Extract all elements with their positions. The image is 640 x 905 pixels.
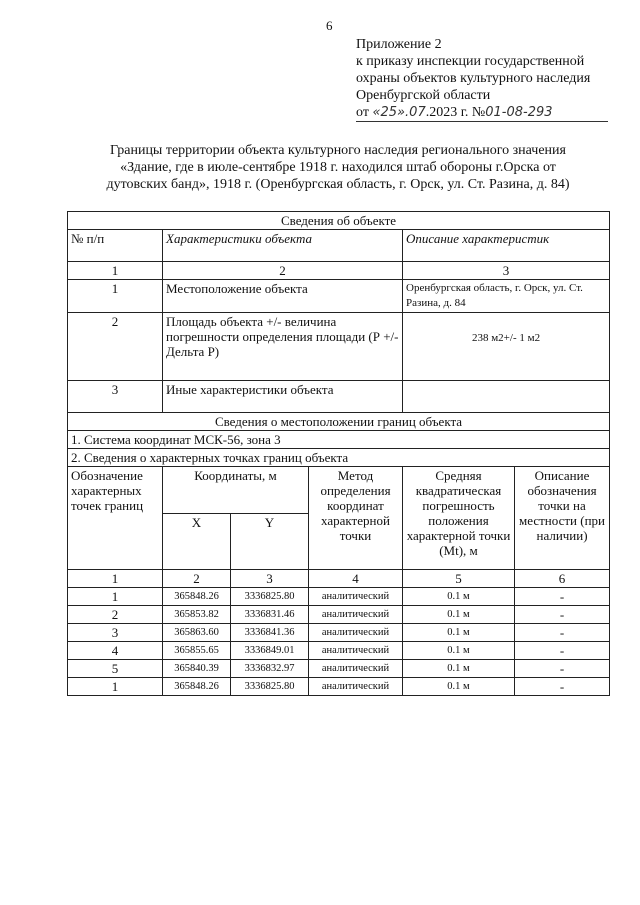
table-row <box>68 606 610 624</box>
order-date-line <box>356 104 608 122</box>
point-error: 0.1 м <box>403 588 515 606</box>
point-id: 3 <box>68 624 163 642</box>
point-y: 3336831.46 <box>231 606 309 624</box>
header-x: X <box>163 514 231 570</box>
header-designation: Обозначение характерных точек границ <box>68 467 163 570</box>
row-characteristic: Площадь объекта +/- величина погрешности определения площади (Р +/- Дельта Р) <box>163 313 403 381</box>
row-description <box>403 381 610 413</box>
point-id: 2 <box>68 606 163 624</box>
point-x: 365848.26 <box>163 678 231 696</box>
document-title <box>68 142 608 193</box>
col-number: 5 <box>403 570 515 588</box>
point-method: аналитический <box>309 588 403 606</box>
header-y: Y <box>231 514 309 570</box>
handwritten-day: «25». <box>372 105 410 120</box>
table-row <box>68 660 610 678</box>
header-description: Описание характеристик <box>403 230 610 262</box>
points-section-title: 2. Сведения о характерных точках границ объекта <box>68 449 610 467</box>
point-error: 0.1 м <box>403 642 515 660</box>
title-line: Границы территории объекта культурного наследия регионального значения <box>110 143 566 158</box>
title-line: дутовских банд», 1918 г. (Оренбургская область, г. Орск, ул. Ст. Разина, д. 84) <box>106 177 570 192</box>
coordinate-system: 1. Система координат МСК-56, зона 3 <box>68 431 610 449</box>
point-x: 365863.60 <box>163 624 231 642</box>
table-row <box>68 642 610 660</box>
header-point-description: Описание обозначения точки на местности (при наличии) <box>515 467 610 570</box>
point-error: 0.1 м <box>403 624 515 642</box>
title-line: «Здание, где в июле-сентябре 1918 г. находился штаб обороны г.Орска от <box>120 160 556 175</box>
header-characteristics: Характеристики объекта <box>163 230 403 262</box>
point-y: 3336849.01 <box>231 642 309 660</box>
col-number: 1 <box>68 262 163 280</box>
header-coordinates: Координаты, м <box>163 467 309 514</box>
col-number: 2 <box>163 262 403 280</box>
location-section-title: Сведения о местоположении границ объекта <box>68 413 610 431</box>
table-row <box>68 624 610 642</box>
appendix-header <box>356 36 608 122</box>
point-x: 365840.39 <box>163 660 231 678</box>
header-error: Средняя квадратическая погрешность положения характерной точки (Mt), м <box>403 467 515 570</box>
point-x: 365855.65 <box>163 642 231 660</box>
handwritten-order-number: 01-08-293 <box>485 105 553 120</box>
point-description: - <box>515 678 610 696</box>
col-number: 2 <box>163 570 231 588</box>
col-number: 1 <box>68 570 163 588</box>
point-method: аналитический <box>309 678 403 696</box>
point-y: 3336832.97 <box>231 660 309 678</box>
row-number: 2 <box>68 313 163 381</box>
point-description: - <box>515 642 610 660</box>
point-id: 5 <box>68 660 163 678</box>
col-number: 4 <box>309 570 403 588</box>
point-y: 3336825.80 <box>231 588 309 606</box>
row-description: 238 м2+/- 1 м2 <box>403 313 610 381</box>
point-description: - <box>515 588 610 606</box>
point-method: аналитический <box>309 660 403 678</box>
point-description: - <box>515 606 610 624</box>
point-error: 0.1 м <box>403 678 515 696</box>
date-prefix: от <box>356 105 369 120</box>
boundaries-table <box>67 211 610 696</box>
point-method: аналитический <box>309 606 403 624</box>
col-number: 3 <box>231 570 309 588</box>
header-number: № п/п <box>68 230 163 262</box>
point-error: 0.1 м <box>403 660 515 678</box>
appendix-line: Оренбургской области <box>356 88 491 103</box>
point-id: 1 <box>68 588 163 606</box>
handwritten-month: 07 <box>409 105 426 120</box>
appendix-line: Приложение 2 <box>356 37 442 52</box>
header-method: Метод определения координат характерной точки <box>309 467 403 570</box>
appendix-line: охраны объектов культурного наследия <box>356 71 591 86</box>
point-id: 1 <box>68 678 163 696</box>
col-number: 6 <box>515 570 610 588</box>
point-x: 365848.26 <box>163 588 231 606</box>
point-description: - <box>515 660 610 678</box>
table-row <box>68 678 610 696</box>
point-error: 0.1 м <box>403 606 515 624</box>
row-characteristic: Иные характеристики объекта <box>163 381 403 413</box>
number-prefix: № <box>471 105 486 120</box>
point-id: 4 <box>68 642 163 660</box>
object-info-section-title: Сведения об объекте <box>68 212 610 230</box>
table-row <box>68 313 610 381</box>
point-method: аналитический <box>309 624 403 642</box>
point-x: 365853.82 <box>163 606 231 624</box>
row-characteristic: Местоположение объекта <box>163 280 403 313</box>
point-method: аналитический <box>309 642 403 660</box>
table-row <box>68 381 610 413</box>
col-number: 3 <box>403 262 610 280</box>
point-y: 3336841.36 <box>231 624 309 642</box>
order-year: .2023 г. <box>425 105 469 120</box>
appendix-line: к приказу инспекции государственной <box>356 54 585 69</box>
row-number: 1 <box>68 280 163 313</box>
table-row <box>68 280 610 313</box>
table-row <box>68 588 610 606</box>
page-number: 6 <box>326 18 333 33</box>
point-description: - <box>515 624 610 642</box>
row-description: Оренбургская область, г. Орск, ул. Ст. Разина, д. 84 <box>403 280 610 313</box>
row-number: 3 <box>68 381 163 413</box>
point-y: 3336825.80 <box>231 678 309 696</box>
